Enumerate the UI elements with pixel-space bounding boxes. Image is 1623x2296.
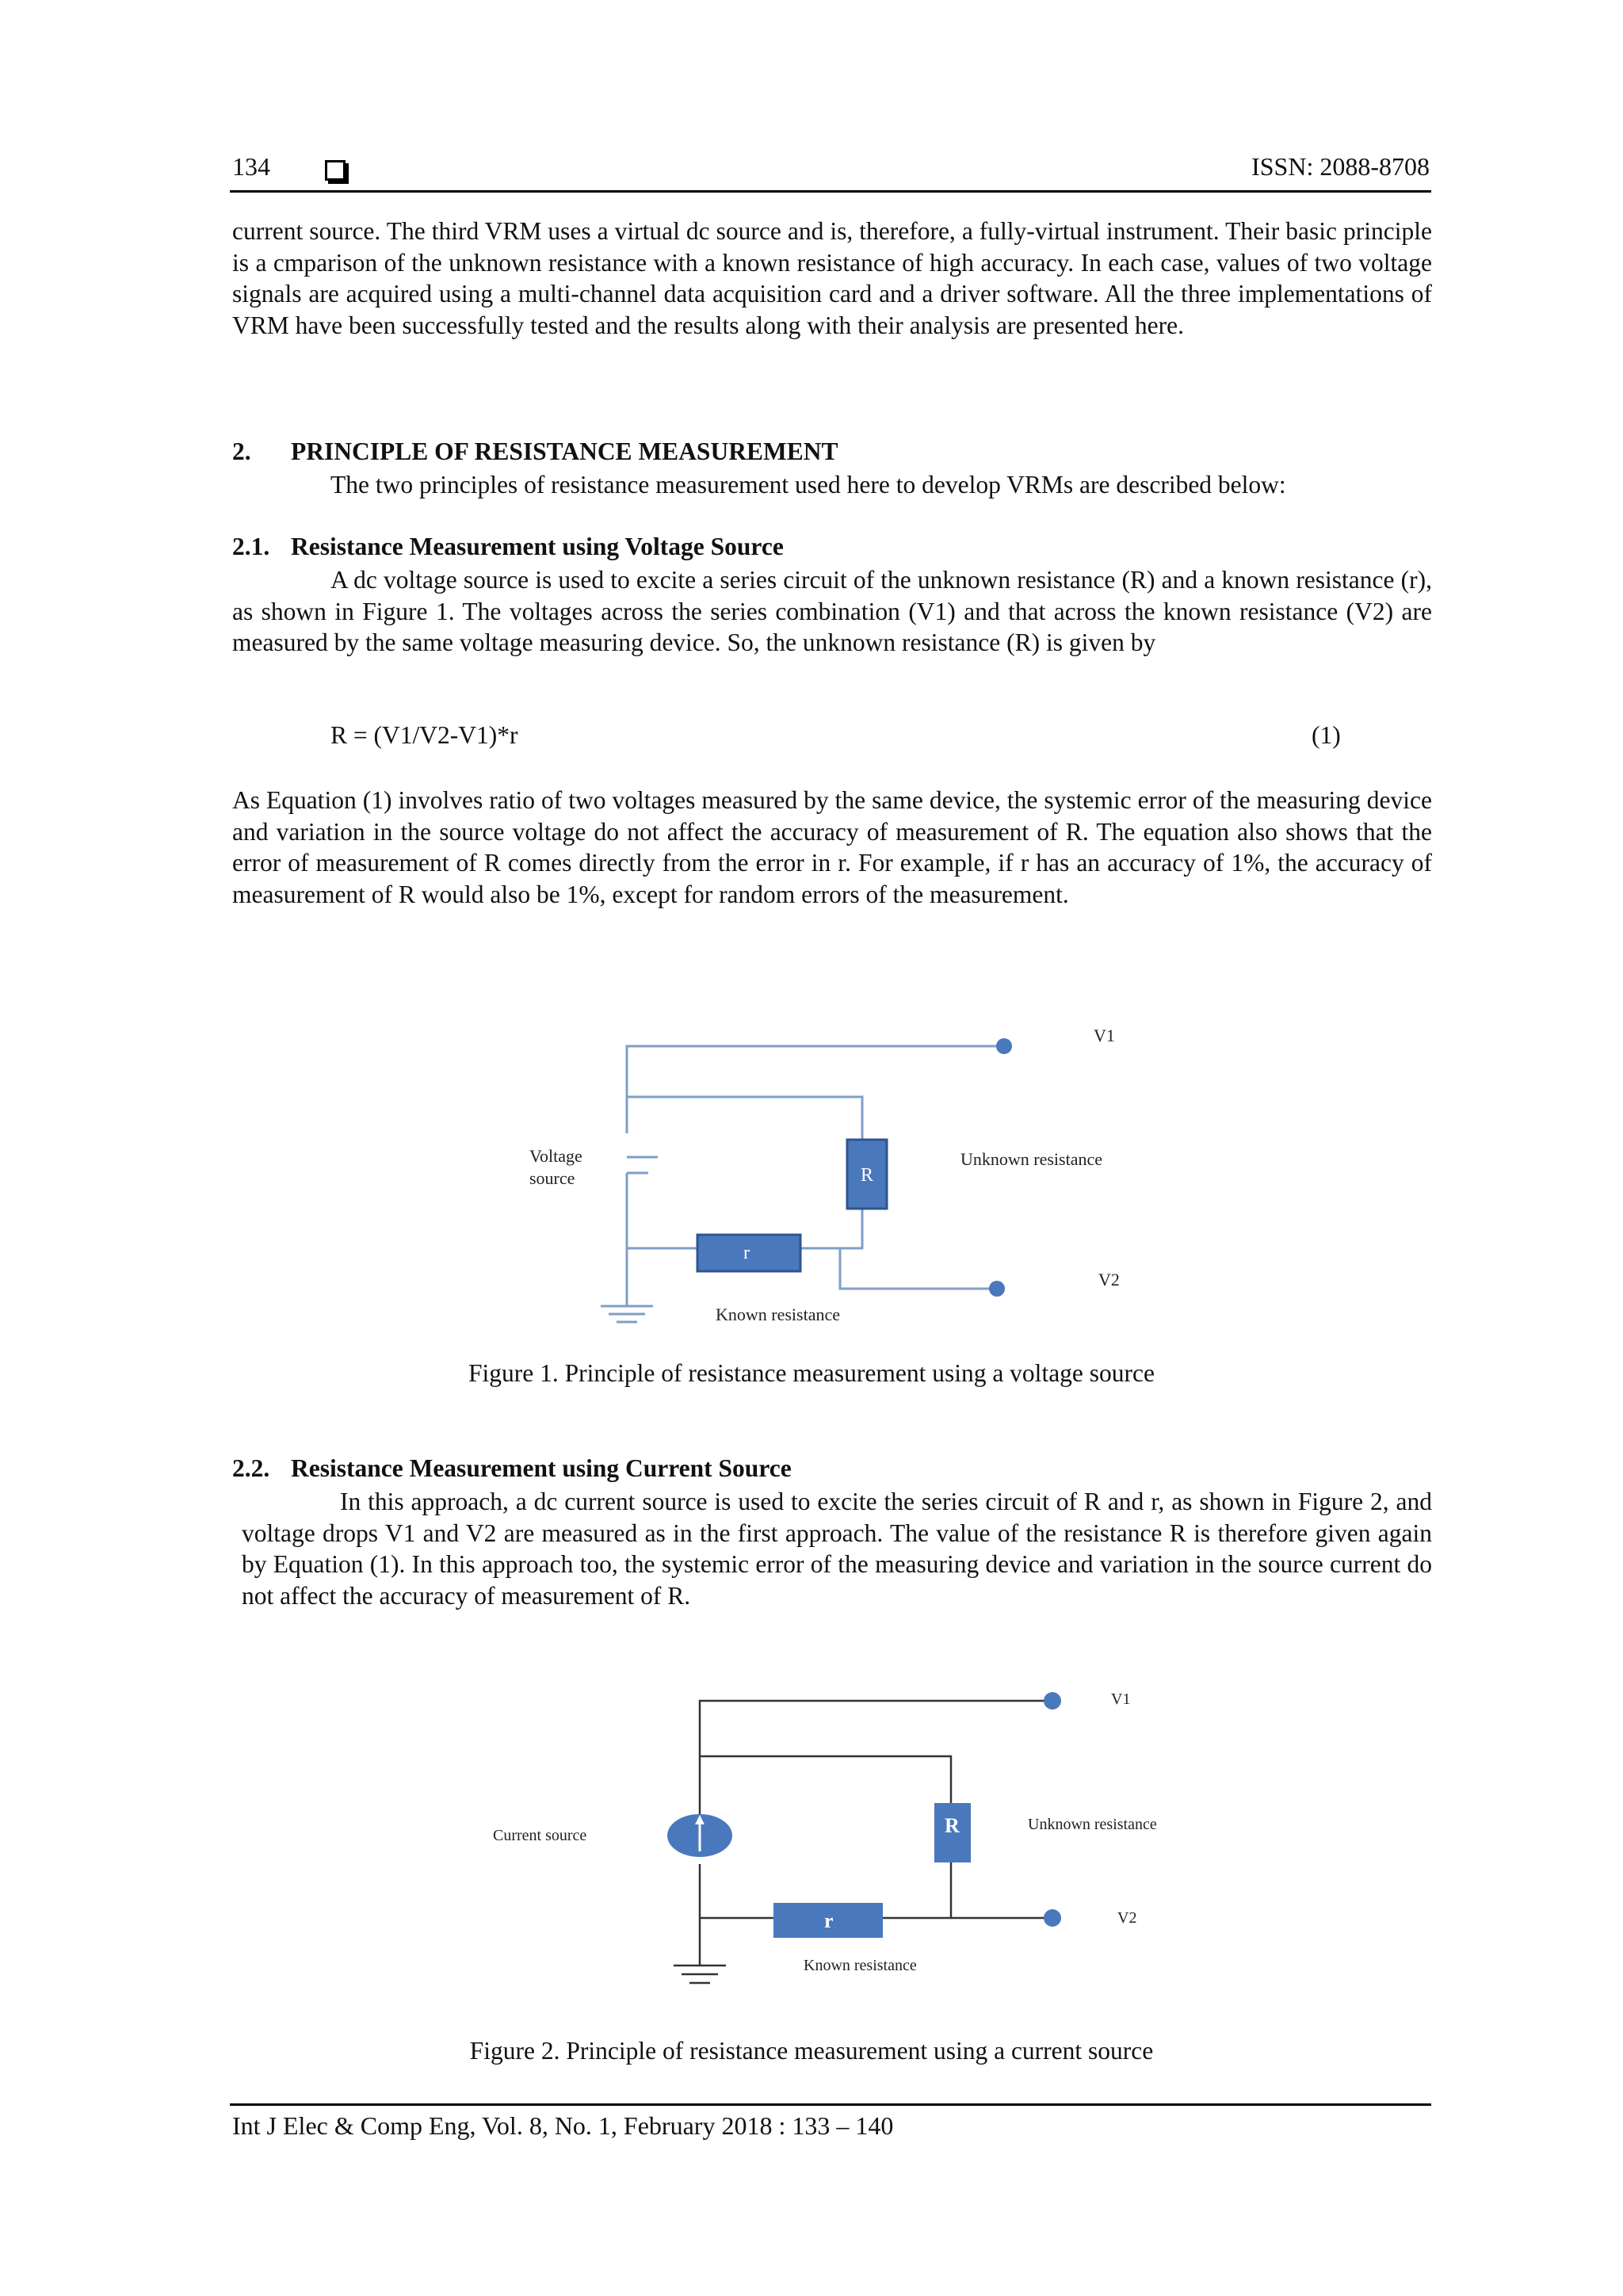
wire-to-R [627,1097,862,1140]
box-shadow-square-icon [325,160,346,181]
section-2-intro: The two principles of resistance measurement used here to develop VRMs are described below: [330,471,1286,499]
equation-number: (1) [1312,721,1341,749]
wire-to-v2 [840,1248,997,1289]
section-number: 2.1. [232,533,270,560]
wire-top [627,1046,1004,1129]
wire-top [700,1701,1052,1832]
section-2-2-paragraph: In this approach, a dc current source is used to excite the series circuit of R and r, as shown in Figure 2, and voltage drops V1 and V2 are measured as in the first approach. The value of the resistance R is therefore given again by Equation (1). In this approach too, the systemic error of the measuring device and variation in the source current do not affect the accuracy of measurement of R. [242,1488,1432,1610]
v1-label: V1 [1094,1026,1115,1045]
issn: ISSN: 2088-8708 [1251,152,1430,181]
equation: R = (V1/V2-V1)*r [330,721,518,749]
figure-2-diagram [475,1664,1189,2013]
figure-1-diagram [507,1007,1157,1339]
footer-rule [230,2103,1431,2106]
source-label-line1: Voltage [529,1146,582,1166]
figure-2-caption: Figure 2. Principle of resistance measurement using a current source [469,2037,1154,2065]
unknown-resistance-label: Unknown resistance [960,1149,1103,1169]
known-resistance-label: Known resistance [716,1305,841,1324]
wire-to-R [700,1756,951,1803]
section-title: Resistance Measurement using Current Source [291,1454,792,1482]
terminal-v1 [1044,1692,1061,1710]
section-2-heading [232,437,838,466]
intro-paragraph: current source. The third VRM uses a virtual dc source and is, therefore, a fully-virtual instrument. Their basic principle is a cmparison of the unknown resistance with a known resistance of high accuracy. In each case, values of two voltage signals are acquired using a multi-channel data acquisition card and a driver software. All the three implementations of VRM have been successfully tested and the results along with their analysis are presented here. [232,217,1432,339]
section-number: 2. [232,437,251,465]
section-2-1-heading [232,533,784,561]
footer-citation: Int J Elec & Comp Eng, Vol. 8, No. 1, February 2018 : 133 – 140 [232,2111,894,2140]
current-source-label: Current source [493,1827,587,1844]
section-2-1-paragraph: A dc voltage source is used to excite a series circuit of the unknown resistance (R) and a known resistance (r), as shown in Figure 1. The voltages across the series combination (V1) and that across the known resistance (V2) are measured by the same voltage measuring device. So, the unknown resistance (R) is given by [232,566,1432,656]
source-label-line2: source [529,1168,575,1188]
section-2-1-paragraph-2: As Equation (1) involves ratio of two voltages measured by the same device, the systemic error of the measuring device and variation in the source voltage do not affect the accuracy of measurement of R. The equation also shows that the error of measurement of R comes directly from the error in r. For example, if r has an accuracy of 1%, the accuracy of measurement of R would also be 1%, except for random errors of the measurement. [232,786,1432,908]
section-number: 2.2. [232,1454,270,1482]
v2-label: V2 [1098,1270,1120,1289]
terminal-v1 [996,1038,1012,1054]
v1-label: V1 [1111,1690,1131,1708]
known-resistance-label: Known resistance [804,1957,917,1974]
unknown-resistance-label: Unknown resistance [1028,1816,1157,1833]
page-number: 134 [232,152,270,181]
terminal-v2 [1044,1909,1061,1927]
R-label: R [861,1165,874,1186]
r-label: r [824,1909,834,1932]
figure-1-caption: Figure 1. Principle of resistance measurement using a voltage source [468,1359,1155,1387]
R-label: R [945,1814,960,1837]
wire-r-right [883,1862,951,1918]
section-title: Resistance Measurement using Voltage Source [291,533,784,560]
section-2-2-heading [232,1454,792,1483]
r-label: r [743,1243,750,1263]
v2-label: V2 [1117,1909,1137,1927]
terminal-v2 [989,1281,1005,1297]
wire-r-right [800,1209,862,1248]
header-rule [230,190,1431,193]
section-title: PRINCIPLE OF RESISTANCE MEASUREMENT [291,437,838,465]
